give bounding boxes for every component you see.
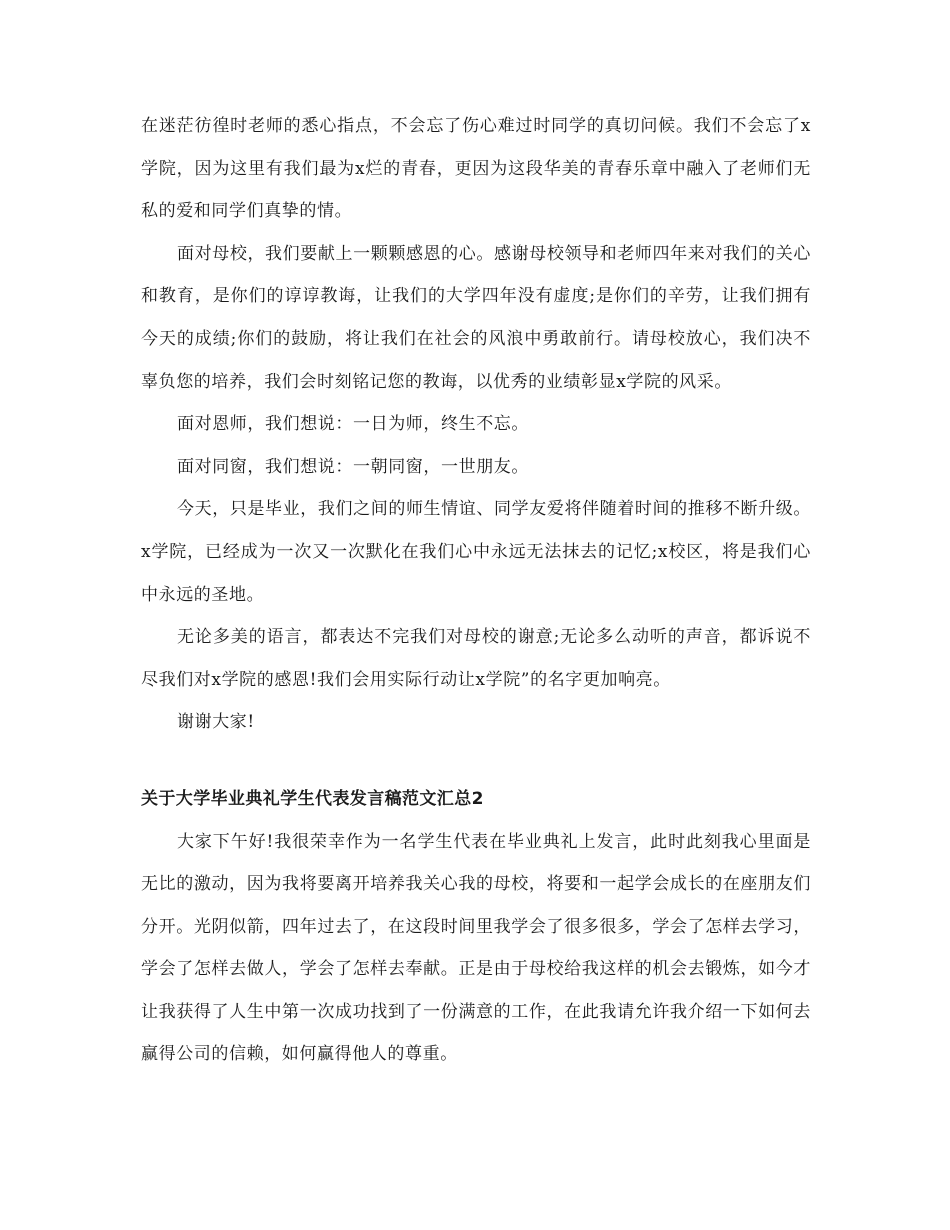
paragraph-thanks: 谢谢大家! (177, 712, 255, 733)
paragraph-alma-mater: 面对母校，我们要献上一颗颗感恩的心。感谢母校领导和老师四年来对我们的关心和教育，是你们的谆谆教诲，让我们的大学四年没有虚度;是你们的辛劳，让我们拥有今天的成绩;你们的鼓励，将让我们在社会的风浪中勇敢前行。请母校放心，我们决不辜负您的培养，我们会时刻铭记您的教诲，以优秀的业绩彰显x学院的风采。 (141, 243, 811, 392)
paragraph-today: 今天，只是毕业，我们之间的师生情谊、同学友爱将伴随着时间的推移不断升级。x学院，已经成为一次又一次默化在我们心中永远无法抹去的记忆;x校区，将是我们心中永远的圣地。 (141, 499, 811, 605)
paragraph-gratitude: 无论多美的语言，都表达不完我们对母校的谢意;无论多么动听的声音，都诉说不尽我们对x学院的感恩!我们会用实际行动让x学院”的名字更加响亮。 (141, 627, 811, 690)
paragraph-continuation: 在迷茫彷徨时老师的悉心指点，不会忘了伤心难过时同学的真切问候。我们不会忘了x学院，因为这里有我们最为x烂的青春，更因为这段华美的青春乐章中融入了老师们无私的爱和同学们真挚的情。 (141, 116, 811, 222)
document-page (141, 105, 811, 1076)
paragraph-classmates: 面对同窗，我们想说：一朝同窗，一世朋友。 (177, 456, 529, 477)
paragraph-speech-opening: 大家下午好!我很荣幸作为一名学生代表在毕业典礼上发言，此时此刻我心里面是无比的激动，因为我将要离开培养我关心我的母校，将要和一起学会成长的在座朋友们分开。光阴似箭，四年过去了，在这段时间里我学会了很多很多，学会了怎样去学习，学会了怎样去做人，学会了怎样去奉献。正是由于母校给我这样的机会去锻炼，如今才让我获得了人生中第一次成功找到了一份满意的工作，在此我请允许我介绍一下如何去赢得公司的信赖，如何赢得他人的尊重。 (141, 831, 811, 1065)
paragraph-teachers: 面对恩师，我们想说：一日为师，终生不忘。 (177, 414, 529, 435)
section-heading: 关于大学毕业典礼学生代表发言稿范文汇总2 (141, 788, 484, 809)
